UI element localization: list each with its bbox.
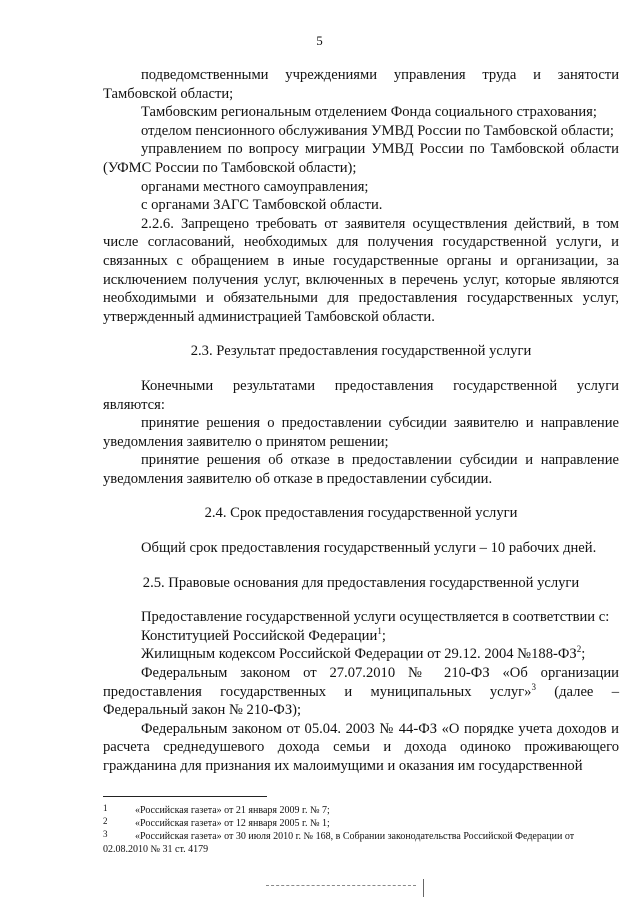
footnote-marker: 2 bbox=[576, 644, 582, 655]
paragraph: органами местного самоуправления; bbox=[141, 178, 369, 195]
paragraph: принятие решения о предоставлении субсидии заявителю и направление уведомления заявителю о принятом решении; bbox=[103, 415, 619, 450]
paragraph-law-210 bbox=[103, 664, 619, 720]
paragraph-text: (далее – Федеральный закон № 210-ФЗ); bbox=[103, 683, 619, 719]
footnote bbox=[103, 817, 619, 830]
footnote-text: «Российская газета» от 12 января 2005 г. № 1; bbox=[135, 818, 330, 829]
footnote-text: «Российская газета» от 30 июля 2010 г. № 168, в Собрании законодательства Российской Федерации от 02.08.2010 № 31 ст. 4179 bbox=[103, 831, 575, 855]
footnote-marker: 1 bbox=[377, 625, 382, 636]
paragraph-constitution bbox=[103, 627, 619, 646]
paragraph: принятие решения об отказе в предоставлении субсидии и направление уведомления заявителю об отказе в предоставлении субсидии. bbox=[103, 452, 619, 487]
scan-artifact-tick bbox=[423, 879, 424, 897]
paragraph-text: Жилищным кодексом Российской Федерации от 29.12. 2004 №188-ФЗ bbox=[141, 646, 577, 663]
page-number: 5 bbox=[316, 33, 323, 48]
paragraph: с органами ЗАГС Тамбовской области. bbox=[141, 197, 383, 214]
section-heading-2-4: 2.4. Срок предоставления государственной услуги bbox=[204, 505, 518, 522]
footnote-separator bbox=[103, 796, 267, 797]
paragraph-text: Конституцией Российской Федерации bbox=[141, 627, 378, 644]
paragraph-2-2-6: 2.2.6. Запрещено требовать от заявителя осуществления действий, в том числе согласований, необходимых для получения государственной услуги, и связанных с обращением в иные государственные органы и организации, за исключением получения услуг, включенных в перечень услуг, которые являются необходимыми и обязательными для предоставления государственных услуг, утвержденный администрацией Тамбовской области. bbox=[103, 215, 619, 325]
paragraph-housing-code bbox=[103, 645, 619, 664]
paragraph: подведомственными учреждениями управления труда и занятости Тамбовской области; bbox=[103, 67, 619, 102]
footnote bbox=[103, 830, 619, 856]
scan-artifact-line bbox=[266, 885, 416, 886]
footnote-number: 3 bbox=[103, 829, 108, 839]
paragraph: Общий срок предоставления государственный услуги – 10 рабочих дней. bbox=[141, 540, 597, 557]
footnotes bbox=[103, 804, 619, 856]
section-heading-2-5: 2.5. Правовые основания для предоставления государственной услуги bbox=[142, 574, 580, 591]
document-body bbox=[103, 66, 619, 776]
footnote-marker: 3 bbox=[531, 681, 536, 692]
paragraph: Конечными результатами предоставления государственной услуги являются: bbox=[103, 377, 619, 413]
paragraph: управлением по вопросу миграции УМВД России по Тамбовской области (УФМС России по Тамбовской области); bbox=[103, 141, 619, 176]
paragraph-law-44: Федеральным законом от 05.04. 2003 № 44-ФЗ «О порядке учета доходов и расчета среднедушевого дохода семьи и дохода одиноко проживающего гражданина для признания их малоимущими и оказания им государственной bbox=[103, 720, 619, 774]
footnote bbox=[103, 804, 619, 817]
footnote-number: 1 bbox=[103, 803, 108, 813]
paragraph: Тамбовским региональным отделением Фонда социального страхования; bbox=[141, 104, 597, 121]
footnote-text: «Российская газета» от 21 января 2009 г. № 7; bbox=[135, 805, 330, 816]
section-heading-2-3: 2.3. Результат предоставления государственной услуги bbox=[190, 343, 532, 360]
paragraph: отделом пенсионного обслуживания УМВД России по Тамбовской области; bbox=[141, 122, 614, 139]
footnote-number: 2 bbox=[103, 816, 108, 826]
paragraph-text: Федеральным законом от 27.07.2010 № 210-ФЗ «Об организации предоставления государственных и муниципальных услуг» bbox=[103, 665, 619, 700]
paragraph-text: ; bbox=[581, 646, 586, 663]
paragraph: Предоставление государственной услуги осуществляется в соответствии с: bbox=[141, 609, 610, 626]
paragraph-text: ; bbox=[381, 627, 386, 644]
